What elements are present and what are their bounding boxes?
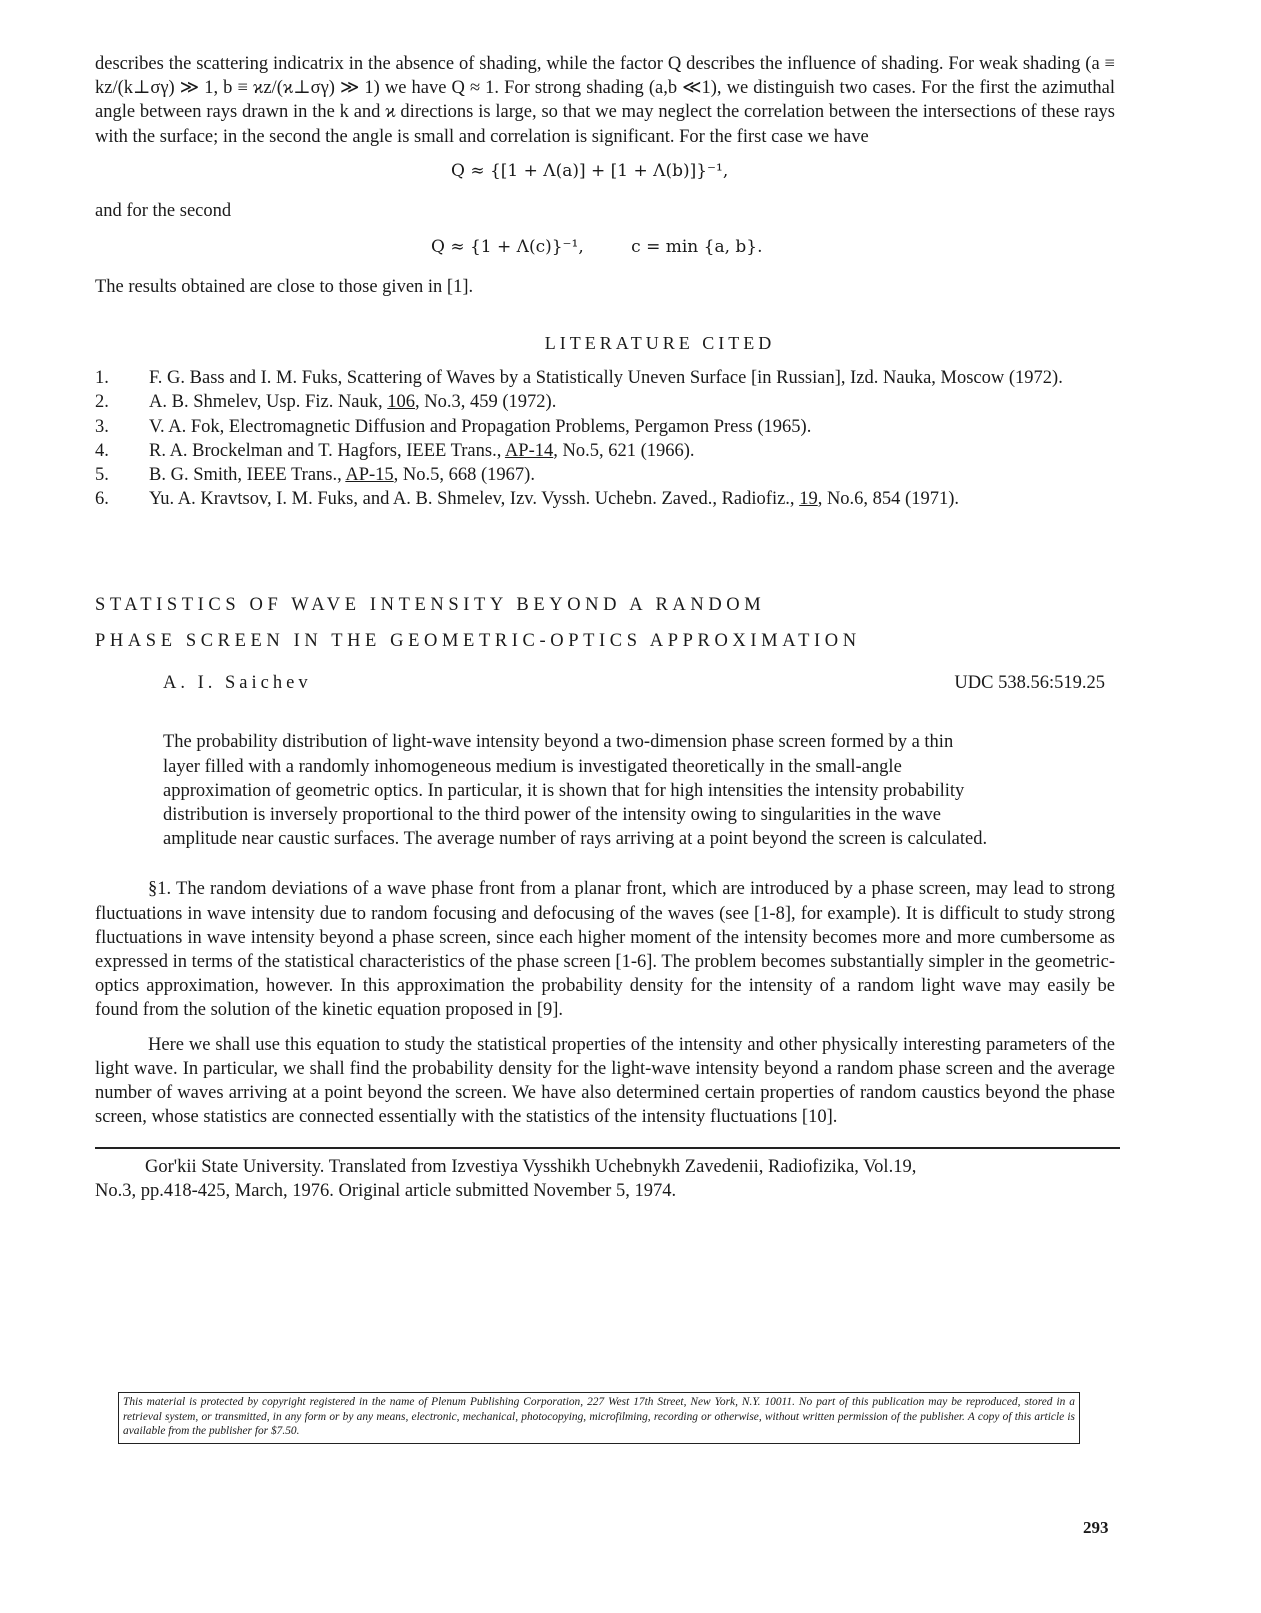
equation-second-left: Q ≈ {1 + Λ(c)}⁻¹, [431,237,584,258]
reference-text: B. G. Smith, IEEE Trans., [149,465,346,486]
footnote [95,1155,1115,1203]
equation-second-right: c = min {a, b}. [631,237,763,258]
reference-number: 3. [95,416,109,437]
reference-number: 2. [95,392,109,413]
reference-item [95,439,1115,463]
article-title [95,587,1115,659]
reference-number: 1. [95,368,109,389]
reference-list [95,366,1115,511]
reference-text: Yu. A. Kravtsov, I. M. Fuks, and A. B. Shmelev, Izv. Vyssh. Uchebn. Zaved., Radiofiz., [149,489,800,510]
reference-item [95,366,1115,390]
reference-volume: AP-14 [504,440,554,461]
reference-text-tail: , No.5, 621 (1966). [553,440,695,461]
reference-number: 5. [95,465,109,486]
body-paragraph-2: Here we shall use this equation to study the statistical properties of the intensity and other physically interesting parameters of the light wave. In particular, we shall find the probability density for the light-wave intensity beyond a random phase screen and the average number of waves arriving at a point beyond the screen. We have also determined certain properties of random caustics beyond the phase screen, whose statistics are connected essentially with the statistics of the intensity fluctuations [10]. [95,1034,1115,1128]
body-paragraph-1: §1. The random deviations of a wave phase front from a planar front, which are introduced by a phase screen, may lead to strong fluctuations in wave intensity due to random focusing and defocusing of the waves (see [1-8], for example). It is difficult to study strong fluctuations in wave intensity beyond a phase screen, since each higher moment of the intensity becomes more and more cumbersome as expressed in terms of the statistical characteristics of the phase screen [1-6]. The problem becomes substantially simpler in the geometric-optics approximation, however. In this approximation the probability density for the intensity of a random light wave may easily be found from the solution of the kinetic equation proposed in [9]. [95,879,1115,1021]
equation-second-case [431,235,1115,265]
equation-first-case: Q ≈ {[1 + Λ(a)] + [1 + Λ(b)]}⁻¹, [451,160,729,181]
author-row [95,673,1115,694]
copyright-notice: This material is protected by copyright registered in the name of Plenum Publishing Corporation, 227 West 17th Street, New York, N.Y. 10011. No part of this publication may be reproduced, stored in a retrieval system, or transmitted, in any form or by any means, electronic, mechanical, photocopying, microfilming, recording or otherwise, without written permission of the publisher. A copy of this article is available from the publisher for $7.50. [118,1392,1080,1444]
reference-volume: 19 [799,489,818,510]
abstract: The probability distribution of light-wave intensity beyond a two-dimension phase screen formed by a thin layer filled with a randomly inhomogeneous medium is investigated theoretically in the small-angle approximation of geometric optics. In particular, it is shown that for high intensities the intensity probability distribution is inversely proportional to the third power of the intensity owing to singularities in the wave amplitude near caustic surfaces. The average number of rays arriving at a point beyond the screen is calculated. [163,732,988,850]
reference-item [95,487,1115,511]
literature-cited-heading: LITERATURE CITED [544,333,776,354]
and-for-second-text: and for the second [95,200,232,221]
reference-item [95,463,1115,487]
article-title-line-2: PHASE SCREEN IN THE GEOMETRIC-OPTICS APPROXIMATION [95,631,861,652]
results-sentence: The results obtained are close to those given in [1]. [95,277,474,298]
reference-volume: AP-15 [345,465,394,486]
reference-text-tail: , No.5, 668 (1967). [393,465,535,486]
reference-text-tail: , No.6, 854 (1971). [817,489,959,510]
footnote-rule [95,1147,1120,1149]
footnote-line-1: Gor'kii State University. Translated from Izvestiya Vysshikh Uchebnykh Zavedenii, Radiofizika, Vol.19, [145,1157,917,1178]
reference-text: A. B. Shmelev, Usp. Fiz. Nauk, [149,392,388,413]
reference-volume: 106 [387,392,416,413]
article-title-line-1: STATISTICS OF WAVE INTENSITY BEYOND A RANDOM [95,595,766,616]
udc-code: UDC 538.56:519.25 [954,673,1105,694]
intro-paragraph: describes the scattering indicatrix in the absence of shading, while the factor Q describes the influence of shading. For weak shading (a ≡ kz/(k⊥σγ) ≫ 1, b ≡ ϰz/(ϰ⊥σγ) ≫ 1) we have Q ≈ 1. For strong shading (a,b ≪1), we distinguish two cases. For the first the azimuthal angle between rays drawn in the k and ϰ directions is large, so that we may neglect the correlation between the intersections of these rays with the surface; in the second the angle is small and correlation is significant. For the first case we have [95,54,1115,147]
reference-text: R. A. Brockelman and T. Hagfors, IEEE Trans., [149,440,505,461]
page-number: 293 [1083,1518,1109,1537]
reference-text: V. A. Fok, Electromagnetic Diffusion and Propagation Problems, Pergamon Press (1965). [149,416,812,437]
reference-item [95,390,1115,414]
author-name: A. I. Saichev [163,673,312,694]
page-body [95,52,1115,1203]
reference-item [95,415,1115,439]
footnote-line-2: No.3, pp.418-425, March, 1976. Original article submitted November 5, 1974. [95,1181,677,1202]
reference-text-tail: , No.3, 459 (1972). [415,392,557,413]
reference-number: 6. [95,489,109,510]
reference-text: F. G. Bass and I. M. Fuks, Scattering of Waves by a Statistically Uneven Surface [in Russian], Izd. Nauka, Moscow (1972). [149,368,1063,389]
reference-number: 4. [95,440,109,461]
